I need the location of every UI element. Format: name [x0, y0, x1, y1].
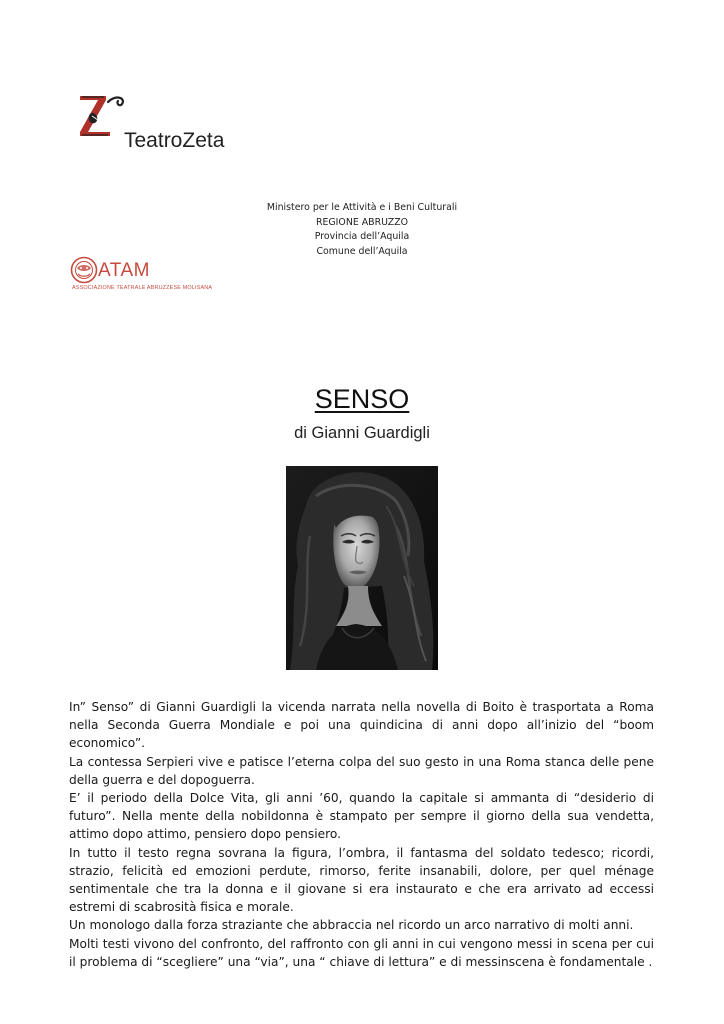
play-title: SENSO: [314, 384, 410, 414]
body-paragraph: La contessa Serpieri vive e patisce l’eterna colpa del suo gesto in una Roma stanca delle pene della guerra e del dopoguerra.: [69, 754, 654, 787]
body-paragraph: Molti testi vivono del confronto, del raffronto con gli anni in cui vengono messi in scena per cui il problema di “scegliere” una “via”, una “ chiave di lettura” e di messinscena è fondamentale .: [69, 936, 654, 969]
ministry-line: REGIONE ABRUZZO: [315, 216, 409, 228]
atam-emblem-icon: [70, 256, 98, 284]
body-paragraph: Un monologo dalla forza straziante che abbraccia nel ricordo un arco narrativo di molti anni.: [69, 918, 634, 933]
atam-name: ATAM: [98, 260, 150, 281]
teatrozeta-logo: [76, 92, 128, 138]
play-author: di Gianni Guardigli: [294, 424, 430, 442]
body-text: [69, 698, 654, 971]
company-name: TeatroZeta: [124, 129, 225, 152]
body-paragraph: E’ il periodo della Dolce Vita, gli anni ’60, quando la capitale si ammanta di “desiderio di futuro”. Nella mente della nobildonna è stampato per sempre il giorno della sua vendetta, attimo dopo attimo, pensiero dopo pensiero.: [69, 791, 654, 842]
portrait-photo: [286, 466, 438, 670]
body-paragraph: In” Senso” di Gianni Guardigli la vicenda narrata nella novella di Boito è trasportata a Roma nella Seconda Guerra Mondiale e poi una quindicina di anni dopo all’inizio del “boom economico”.: [69, 700, 654, 751]
atam-subtitle: ASSOCIAZIONE TEATRALE ABRUZZESE MOLISANA: [72, 285, 213, 291]
ministry-block: [0, 201, 724, 259]
ministry-line: Comune dell’Aquila: [316, 245, 408, 257]
ministry-line: Ministero per le Attività e i Beni Culturali: [266, 202, 458, 213]
ministry-line: Provincia dell’Aquila: [314, 231, 410, 243]
body-paragraph: In tutto il testo regna sovrana la figura, l’ombra, il fantasma del soldato tedesco; ricordi, strazio, felicità ed emozioni perdute, rimorso, ferite insanabili, dolore, per quel ménage sentimentale che tra la donna e il giovane si era instaurato e che era arrivato ad eccessi estremi di scabrosità fisica e morale.: [69, 845, 654, 915]
